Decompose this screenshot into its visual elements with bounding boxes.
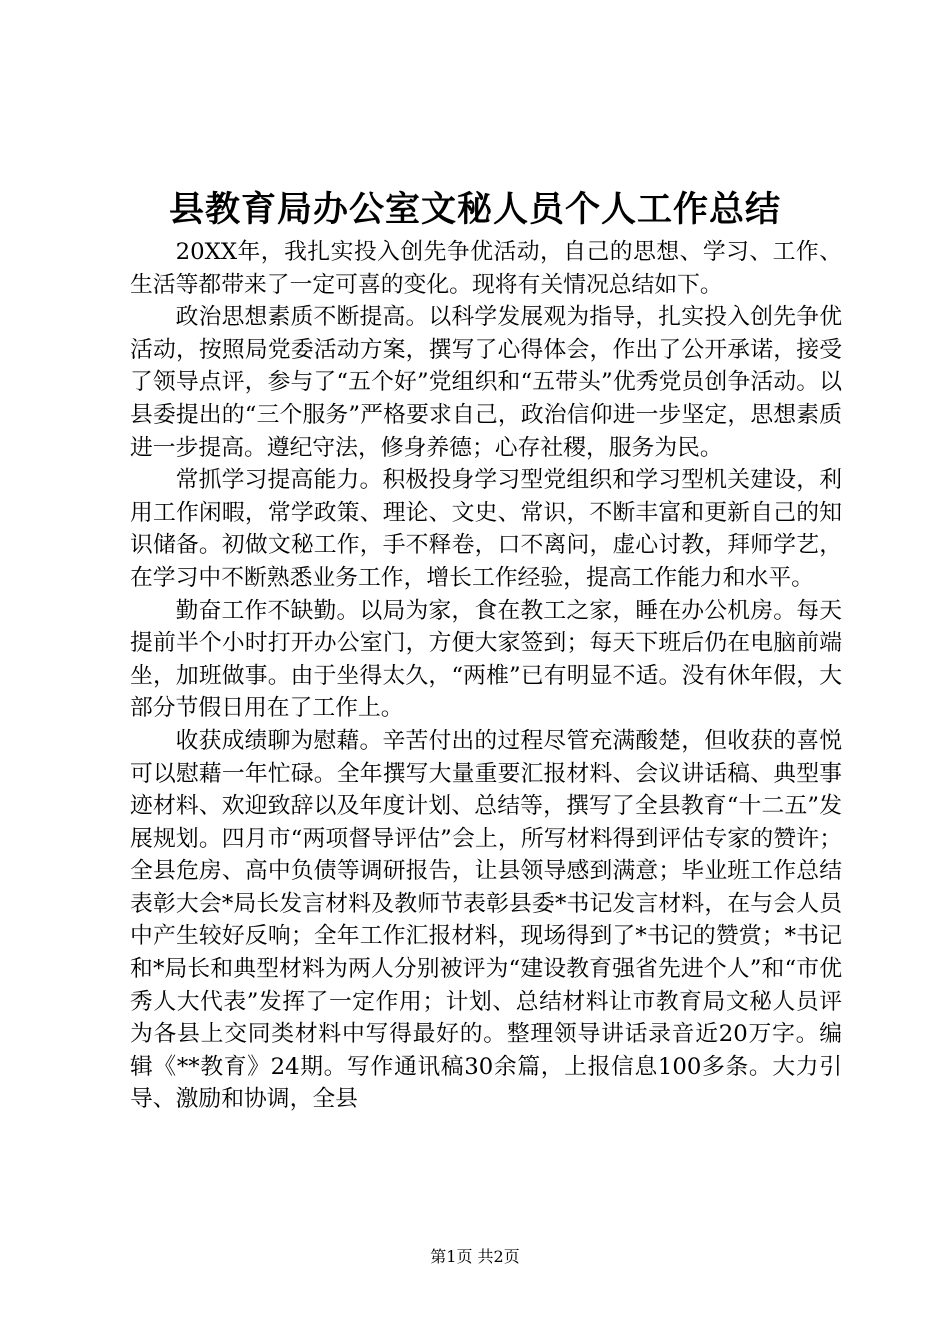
- document-title: 县教育局办公室文秘人员个人工作总结: [168, 190, 781, 230]
- paragraph-achievements: 收获成绩聊为慰藉。辛苦付出的过程尽管充满酸楚，但收获的喜悦可以慰藉一年忙碌。全年撰写大量重要汇报材料、会议讲话稿、典型事迹材料、欢迎致辞以及年度计划、总结等，撰写了全县教育“十二五”发展规划。四月市“两项督导评估”会上，所写材料得到评估专家的赞许；全县危房、高中负债等调研报告，让县领导感到满意；毕业班工作总结表彰大会*局长发言材料及教师节表彰县委*书记发言材料，在与会人员中产生较好反响；全年工作汇报材料，现场得到了*书记的赞赏；*书记和*局长和典型材料为两人分别被评为“建设教育强省先进个人”和“市优秀人大代表”发挥了一定作用；计划、总结材料让市教育局文秘人员评为各县上交同类材料中写得最好的。整理领导讲话录音近20万字。编辑《**教育》24期。写作通讯稿30余篇，上报信息100多条。大力引导、激励和协调，全县: [130, 727, 842, 1113]
- paragraph-diligence: 勤奋工作不缺勤。以局为家，食在教工之家，睡在办公机房。每天提前半个小时打开办公室门，方便大家签到；每天下班后仍在电脑前端坐，加班做事。由于坐得太久，“两椎”已有明显不适。没有休年假，大部分节假日用在了工作上。: [130, 597, 842, 722]
- paragraph-study: 常抓学习提高能力。积极投身学习型党组织和学习型机关建设，利用工作闲暇，常学政策、理论、文史、常识，不断丰富和更新自己的知识储备。初做文秘工作，手不释卷，口不离问，虚心讨教，拜师学艺，在学习中不断熟悉业务工作，增长工作经验，提高工作能力和水平。: [130, 467, 842, 591]
- paragraph-political: 政治思想素质不断提高。以科学发展观为指导，扎实投入创先争优活动，按照局党委活动方案，撰写了心得体会，作出了公开承诺，接受了领导点评，参与了“五个好”党组织和“五带头”优秀党员创争活动。以县委提出的“三个服务”严格要求自己，政治信仰进一步坚定，思想素质进一步提高。遵纪守法，修身养德；心存社稷，服务为民。: [130, 304, 842, 461]
- page-number-footer: 第1页 共2页: [430, 1247, 520, 1266]
- paragraph-intro: 20XX年，我扎实投入创先争优活动，自己的思想、学习、工作、生活等都带来了一定可喜的变化。现将有关情况总结如下。: [130, 239, 842, 298]
- document-body: [130, 236, 842, 1116]
